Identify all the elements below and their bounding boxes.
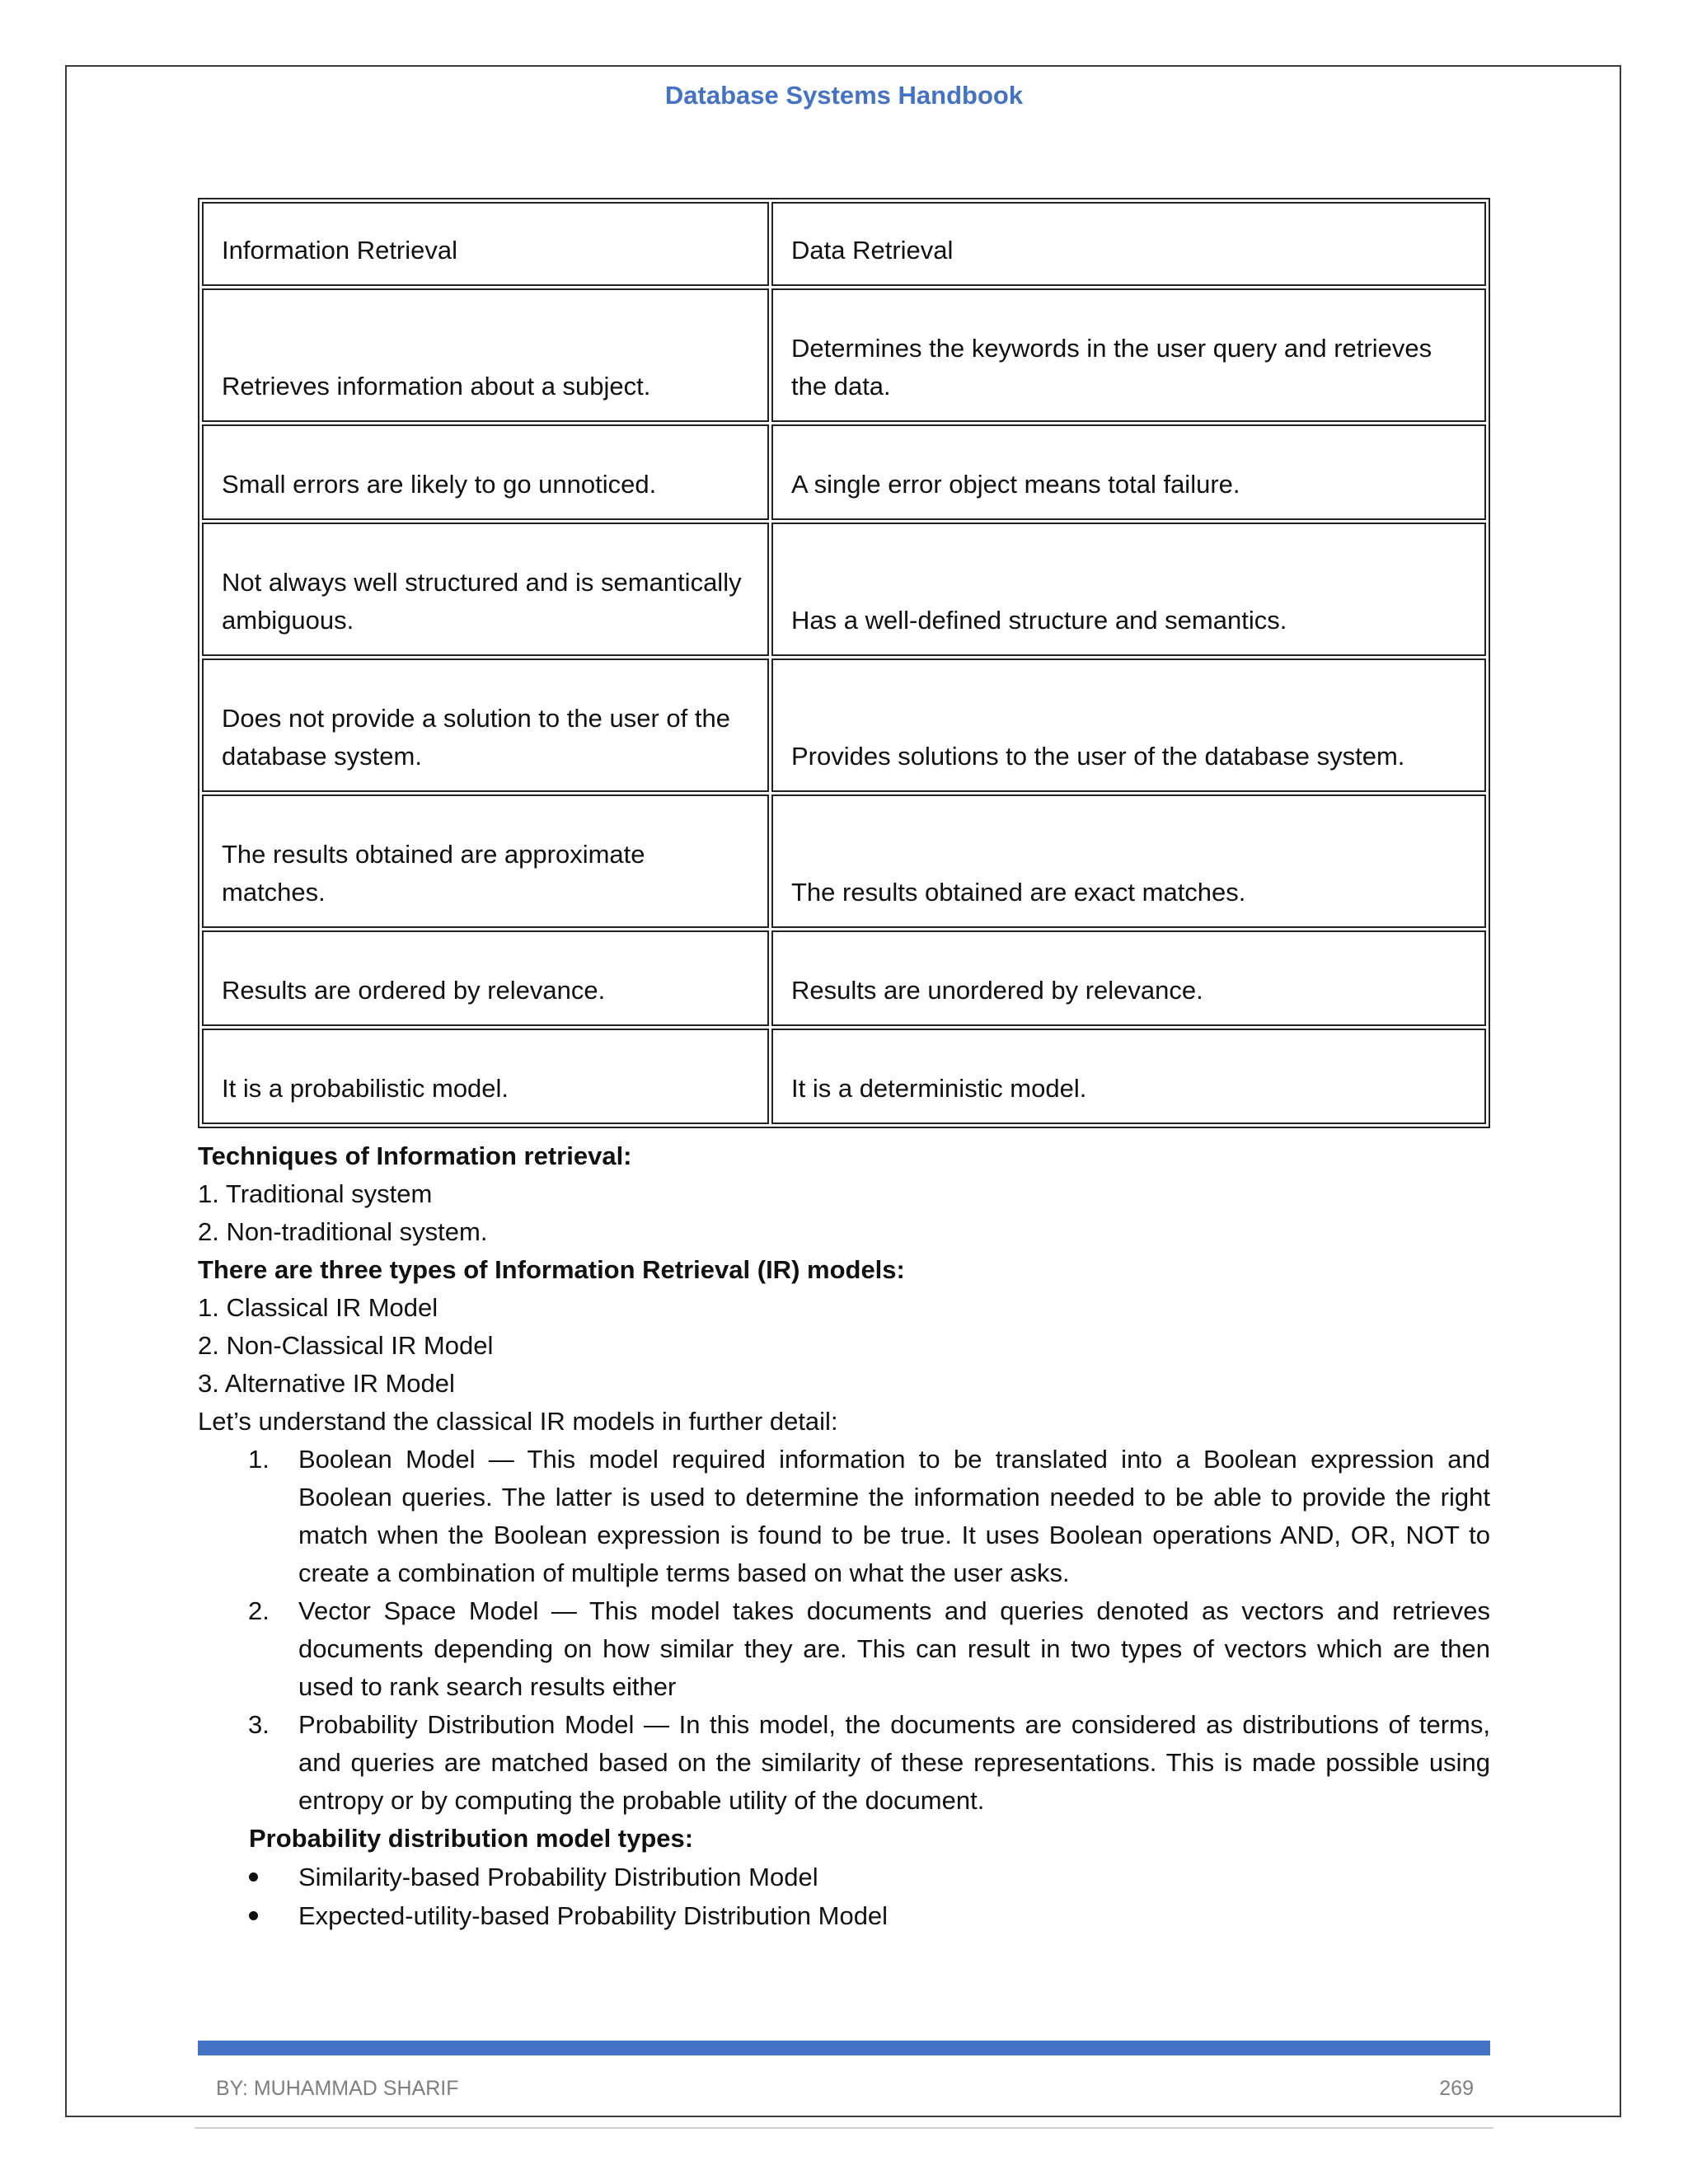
list-item-text: Boolean Model — This model required information to be translated into a Boolean expression and Boolean queries. The latter is used to determine the information needed to be able to provide the right match when the Boolean expression is found to be true. It uses Boolean operations AND, OR, NOT to create a combination of multiple terms based on what the user asks. [298, 1445, 1490, 1587]
bullet-icon [249, 1911, 258, 1920]
list-item-text: Probability Distribution Model — In this model, the documents are considered as distributions of terms, and queries are matched based on the similarity of these representations. This is made possible using entropy or by computing the probable utility of the document. [298, 1710, 1490, 1815]
list-item [198, 1896, 1490, 1935]
ir-models-item: 1. Classical IR Model [198, 1293, 438, 1322]
list-item [198, 1592, 1490, 1706]
page-header-title: Database Systems Handbook [664, 81, 1024, 110]
bullet-icon [249, 1872, 258, 1882]
table-row [202, 658, 1486, 792]
table-cell: The results obtained are exact matches. [771, 794, 1486, 928]
list-item [198, 1858, 1490, 1896]
list-item-number: 3. [248, 1710, 270, 1739]
page-number: 269 [1439, 2077, 1474, 2100]
table-cell: Small errors are likely to go unnoticed. [202, 424, 769, 520]
techniques-item: 2. Non-traditional system. [198, 1217, 488, 1246]
table-cell: Determines the keywords in the user query and retrieves the data. [771, 288, 1486, 422]
ir-models-item: 2. Non-Classical IR Model [198, 1331, 494, 1360]
table-row [202, 523, 1486, 656]
list-item-number: 1. [248, 1445, 270, 1474]
classical-intro: Let’s understand the classical IR models in further detail: [198, 1407, 838, 1436]
table-cell: It is a deterministic model. [771, 1029, 1486, 1124]
bottom-divider [195, 2127, 1493, 2129]
techniques-heading: Techniques of Information retrieval: [198, 1141, 632, 1170]
body-content [198, 1137, 1490, 1935]
list-item [198, 1706, 1490, 1820]
table-cell: Provides solutions to the user of the database system. [771, 658, 1486, 792]
table-cell: Results are ordered by relevance. [202, 930, 769, 1026]
table-cell: Has a well-defined structure and semantics. [771, 523, 1486, 656]
table-row [202, 930, 1486, 1026]
classical-models-list [198, 1441, 1490, 1820]
table-cell: The results obtained are approximate matches. [202, 794, 769, 928]
list-item-text: Similarity-based Probability Distribution Model [298, 1863, 818, 1891]
table-cell: Results are unordered by relevance. [771, 930, 1486, 1026]
table-row [202, 288, 1486, 422]
list-item [198, 1441, 1490, 1592]
comparison-table [198, 198, 1490, 1128]
table-row [202, 424, 1486, 520]
ir-models-item: 3. Alternative IR Model [198, 1369, 455, 1398]
probability-types-heading: Probability distribution model types: [249, 1824, 694, 1853]
table-header-cell: Information Retrieval [202, 202, 769, 286]
table-cell: Does not provide a solution to the user of the database system. [202, 658, 769, 792]
list-item-number: 2. [248, 1596, 270, 1625]
table-row [202, 1029, 1486, 1124]
table-row [202, 794, 1486, 928]
footer-author: BY: MUHAMMAD SHARIF [216, 2077, 459, 2100]
table-header-row [202, 202, 1486, 286]
table-cell: A single error object means total failure. [771, 424, 1486, 520]
list-item-text: Vector Space Model — This model takes documents and queries denoted as vectors and retrieves documents depending on how similar they are. This can result in two types of vectors which are then used to rank search results either [298, 1596, 1490, 1701]
table-cell: Retrieves information about a subject. [202, 288, 769, 422]
ir-models-heading: There are three types of Information Retrieval (IR) models: [198, 1255, 905, 1284]
table-cell: Not always well structured and is semantically ambiguous. [202, 523, 769, 656]
footer-accent-bar [198, 2041, 1490, 2055]
probability-types-list [198, 1858, 1490, 1935]
table-cell: It is a probabilistic model. [202, 1029, 769, 1124]
table-header-cell: Data Retrieval [771, 202, 1486, 286]
list-item-text: Expected-utility-based Probability Distribution Model [298, 1901, 889, 1930]
techniques-item: 1. Traditional system [198, 1179, 433, 1208]
